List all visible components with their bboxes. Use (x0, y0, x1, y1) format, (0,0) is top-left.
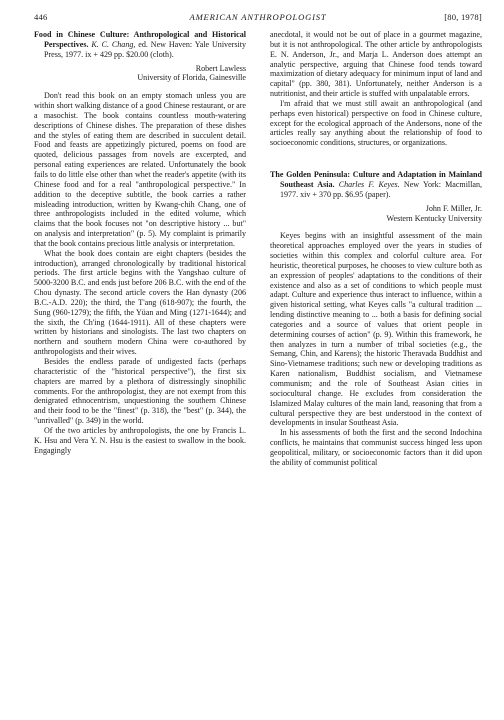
review2-paragraph-2: In his assessments of both the first and the second Indochina conflicts, he maintains that communist success hinged less upon geopolitical, military, or socioeconomic factors than it did upon the ability of communist political (270, 428, 482, 467)
reviewer-affiliation-1: University of Florida, Gainesville (137, 73, 246, 83)
book-title-2: The Golden Peninsula: Culture and Adaptation in Mainland Southeast Asia. (270, 170, 482, 189)
review-citation-2 (270, 170, 482, 200)
review1-paragraph-1: Don't read this book on an empty stomach unless you are within short walking distance of a good Chinese restaurant, or are a masochist. The book contains countless mouth-watering descriptions of Chinese dishes. The preparation of these dishes and the styles of eating them are described in succulent detail. Food and feasts are appetizingly pictured, poems on food are quoted, delicious passages from novels are excerpted, and personal eating experiences are related. Unfortunately the book fails to do little else other than whet the reader's appetite (with its Chinese food and for a real "anthropological perspective." In addition to the deceptive subtitle, the book carries a rather misleading introduction, written by Kwang-chih Chang, one of three anthropologists included in the edited volume, which claims that the book focuses not "on descriptive history ... but" on analysis and interpretation" (p. 5). My complaint is primarily that the book contains precious little analysis or interpretation. (34, 91, 246, 248)
left-column (34, 30, 246, 455)
review1-paragraph-3: Besides the endless parade of undigested facts (perhaps characteristic of the "historical perspective"), the first six chapters are marred by a plethora of distressingly sinophilic comments. For the anthropologist, they are not exempt from this denigrated ethnocentrism, unquestioning the southern Chinese and their food to be the "finest" (p. 318), the "best" (p. 344), the "unrivalled" (p. 349) in the world. (34, 357, 246, 426)
book-title-1: Food in Chinese Culture: Anthropological and Historical Perspectives. (34, 30, 246, 49)
review1-paragraph-6: I'm afraid that we must still await an anthropological (and perhaps even historical) perspective on food in Chinese culture, except for the ecological approach of the Andersons, none of the articles really say anything about the relationship of food to socioeconomic conditions, structures, or organizations. (270, 98, 482, 148)
volume-year: [80, 1978] (444, 12, 482, 22)
book-publication-2: New York: Macmillan, 1977. xiv + 370 pp. $6.95 (paper). (280, 179, 483, 199)
book-author-2: Charles F. Keyes. (338, 179, 404, 189)
book-publication-1: ed. New Haven: Yale University Press, 1977. ix + 429 pp. $20.00 (cloth). (44, 39, 246, 59)
right-column (270, 30, 482, 468)
review1-paragraph-2: What the book does contain are eight chapters (besides the introduction), arranged chronologically by traditional historical periods. The first article begins with the Yangshao culture of 5000-3200 B.C. and ends just before 206 B.C. with the end of the Chou dynasty. The second article covers the Han dynasty (206 B.C.-A.D. 220); the third, the T'ang (618-907); the fourth, the Sung (960-1279); the fifth, the Yüan and Ming (1271-1644); and the sixth, the Ch'ing (1644-1911). All of these chapters were written by historians and sinologists. The last two chapters on northern and southern modern China were co-authored by anthropologists and their wives. (34, 248, 246, 357)
review1-paragraph-4: Of the two articles by anthropologists, the one by Francis L. K. Hsu and Vera Y. N. Hsu is the easiest to swallow in the book. Engagingly (34, 425, 246, 455)
page-number: 446 (34, 12, 48, 22)
review2-paragraph-1: Keyes begins with an insightful assessment of the main theoretical approaches employed over the years in studies of societies within this complex and colorful culture area. For heuristic, theoretical purposes, he chooses to view culture both as an expression of peoples' adaptations to the conditions of their existence and also as a set of conditions to which people must adapt. Culture and experience thus interact to influence, within a given historical setting, what Keyes calls "a cultural tradition ... lending distinctive meaning to ... both a basis for defining social categories and a source of values that orient people in determining courses of action" (p. 9). Within this framework, he then analyzes in turn a number of tribal societies (e.g., the Semang, Chin, and Karens); the historic Theravada Buddhist and Sino-Vietnamese traditions; such new or developing traditions as Karen nationalism, Buddhist socialism, and Vietnamese communism; and the role of Southeast Asian cities in sociocultural change. He excludes from consideration the Islamized Malay cultures of the main land, reasoning that from a cultural perspective they are best understood in the context of developments in insular Southeast Asia. (270, 231, 482, 428)
running-header (34, 12, 482, 26)
journal-title: AMERICAN ANTHROPOLOGIST (189, 12, 327, 22)
reviewer-affiliation-2: Western Kentucky University (386, 213, 482, 223)
review1-paragraph-5: anecdotal, it would not be out of place in a gourmet magazine, but it is not anthropological. The other article by anthropologists E. N. Anderson, Jr., and Marja L. Anderson does attempt an analytic perspective, arguing that Chinese food tends toward maximization of dietary adequacy for minimum input of land and capital" (pp. 380, 381). Unfortunately, neither Anderson is a nutritionist, and their article is stuffed with unpalatable errors. (270, 30, 482, 99)
reviewer-name-1: Robert Lawless (195, 63, 246, 73)
book-editor-1: K. C. Chang, (91, 39, 139, 49)
reviewer-name-2: John F. Miller, Jr. (425, 203, 482, 213)
review-citation-1 (34, 30, 246, 60)
